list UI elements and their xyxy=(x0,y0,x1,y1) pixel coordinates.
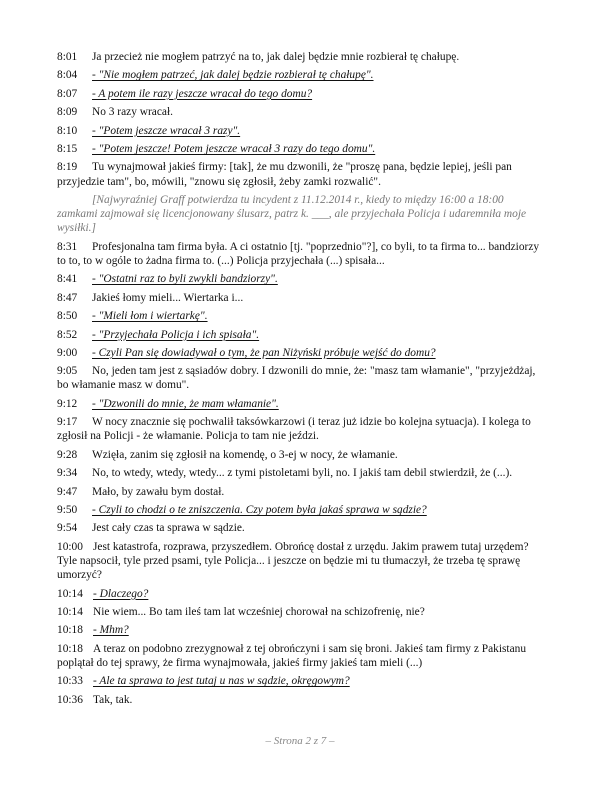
timestamp: 10:33 xyxy=(57,675,83,688)
transcript-entry xyxy=(57,674,543,688)
timestamp: 9:05 xyxy=(57,365,78,378)
transcript-entry xyxy=(57,693,543,707)
timestamp: 8:15 xyxy=(57,142,78,155)
timestamp: 8:19 xyxy=(57,161,78,174)
speaker-line: Jest cały czas ta sprawa w sądzie. xyxy=(92,522,245,535)
transcript-entry xyxy=(57,160,543,188)
interviewer-line: - "Nie mogłem patrzeć, jak dalej będzie rozbierał tę chałupę". xyxy=(92,69,374,82)
speaker-line: W nocy znacznie się pochwalił taksówkarzowi (i teraz już idzie bo kolejna sytuacja). I kolega to zgłosił na Policji - że włamanie. Policja to tam nie jeździ. xyxy=(57,416,531,443)
speaker-line: Profesjonalna tam firma była. A ci ostatnio [tj. "poprzednio"?], co byli, to ta firma to... bandziorzy to to, to w ogóle to żadna firma to. (...) Policja przyjechała (...) spisała... xyxy=(57,240,540,267)
interviewer-line: - Czyli Pan się dowiadywał o tym, że pan Niżyński próbuje wejść do domu? xyxy=(92,346,436,359)
interviewer-line: - "Przyjechała Policja i ich spisała". xyxy=(92,328,260,341)
transcript-entry xyxy=(57,346,543,360)
speaker-line: Nie wiem... Bo tam ileś tam lat wcześniej chorował na schizofrenię, nie? xyxy=(93,606,425,618)
timestamp: 10:18 xyxy=(57,624,83,637)
timestamp: 8:09 xyxy=(57,106,78,119)
interviewer-line: - "Potem jeszcze wracał 3 razy". xyxy=(92,124,241,137)
timestamp: 9:28 xyxy=(57,448,78,461)
timestamp: 8:52 xyxy=(57,328,78,341)
speaker-line: Tu wynajmował jakieś firmy: [tak], że mu dzwonili, że "proszę pana, będzie lepiej, jeśli pan przyjedzie tam", bo, mówili, "znowu się zgłosił, żeby zamki rozwalić". xyxy=(57,161,512,188)
transcript-entry xyxy=(57,50,543,64)
speaker-line: No 3 razy wracał. xyxy=(92,106,173,119)
transcript-entry xyxy=(57,124,543,138)
speaker-line: Jakieś łomy mieli... Wiertarka i... xyxy=(92,291,244,304)
transcript-entry xyxy=(57,521,543,535)
interviewer-line: - Ale ta sprawa to jest tutaj u nas w sądzie, okręgowym? xyxy=(93,675,350,688)
timestamp: 10:00 xyxy=(57,540,83,553)
timestamp: 10:14 xyxy=(57,606,83,618)
transcript-entry xyxy=(57,605,543,619)
transcript-entry xyxy=(57,309,543,323)
timestamp: 9:00 xyxy=(57,346,78,359)
timestamp: 10:36 xyxy=(57,693,83,706)
transcript-entry xyxy=(57,448,543,462)
speaker-line: No, jeden tam jest z sąsiadów dobry. I dzwonili do mnie, że: "masz tam włamanie", "przyjeżdżaj, bo włamanie masz w domu". xyxy=(57,365,536,392)
timestamp: 9:12 xyxy=(57,397,78,410)
transcript-entry xyxy=(57,415,543,443)
timestamp: 9:54 xyxy=(57,522,78,535)
speaker-line: Mało, by zawału bym dostał. xyxy=(92,485,225,498)
interviewer-line: - "Dzwonili do mnie, że mam włamanie". xyxy=(92,397,279,410)
interviewer-line: - Czyli to chodzi o te zniszczenia. Czy potem była jakaś sprawa w sądzie? xyxy=(92,504,427,517)
timestamp: 8:41 xyxy=(57,273,78,286)
speaker-line: No, to wtedy, wtedy, wtedy... z tymi pistoletami byli, no. I jakiś tam debil stwierdził, że (...). xyxy=(92,467,513,480)
interviewer-line: - "Ostatni raz to byli zwykli bandziorzy". xyxy=(92,273,278,286)
transcript-entry xyxy=(57,642,543,670)
timestamp: 8:50 xyxy=(57,310,78,323)
timestamp: 10:14 xyxy=(57,587,83,600)
transcript-entry xyxy=(57,68,543,82)
transcript-entry xyxy=(57,291,543,305)
timestamp: 8:10 xyxy=(57,124,78,137)
interviewer-line: - "Mieli łom i wiertarkę". xyxy=(92,310,208,323)
transcript-entry xyxy=(57,87,543,101)
transcript-entry xyxy=(57,142,543,156)
editorial-note: [Najwyraźniej Graff potwierdza tu incydent z 11.12.2014 r., kiedy to między 16:00 a 18:00 zamkami zajmował się licencjonowany ślusarz, patrz k. ___, ale przyjechała Policja i udaremniła moje wysiłki.] xyxy=(57,193,527,235)
speaker-line: A teraz on podobno zrezygnował z tej obrończyni i sam się broni. Jakieś tam firmy z Pakistanu poplątał do tej sprawy, że firma wynajmowała, jakieś firmy jakieś tam mieli (...) xyxy=(57,642,527,669)
timestamp: 8:04 xyxy=(57,69,78,82)
transcript-entry xyxy=(57,485,543,499)
transcript-entry xyxy=(57,364,543,392)
transcript-entry xyxy=(57,328,543,342)
transcript-body xyxy=(57,50,543,711)
transcript-entry xyxy=(57,466,543,480)
speaker-line: Tak, tak. xyxy=(93,693,133,706)
transcript-entry xyxy=(57,503,543,517)
timestamp: 9:47 xyxy=(57,485,78,498)
transcript-entry xyxy=(57,587,543,601)
transcript-entry xyxy=(57,623,543,637)
transcript-entry xyxy=(57,540,543,583)
speaker-line: Wzięła, zanim się zgłosił na komendę, o 3-ej w nocy, że włamanie. xyxy=(92,448,398,461)
timestamp: 8:47 xyxy=(57,291,78,304)
interviewer-line: - Dlaczego? xyxy=(93,587,149,600)
transcript-entry xyxy=(57,240,543,268)
transcript-entry xyxy=(57,397,543,411)
transcript-entry xyxy=(57,272,543,286)
timestamp: 9:34 xyxy=(57,467,78,480)
timestamp: 10:18 xyxy=(57,642,83,655)
interviewer-line: - A potem ile razy jeszcze wracał do tego domu? xyxy=(92,87,313,100)
interviewer-line: - Mhm? xyxy=(93,624,129,637)
timestamp: 9:50 xyxy=(57,504,78,517)
page-footer: – Strona 2 z 7 – xyxy=(265,735,335,747)
timestamp: 9:17 xyxy=(57,416,78,429)
timestamp: 8:31 xyxy=(57,240,78,253)
timestamp: 8:07 xyxy=(57,87,78,100)
timestamp: 8:01 xyxy=(57,51,78,63)
speaker-line: Ja przecież nie mogłem patrzyć na to, jak dalej będzie mnie rozbierał tę chałupę. xyxy=(92,51,460,63)
transcript-entry xyxy=(57,105,543,119)
speaker-line: Jest katastrofa, rozprawa, przyszedłem. Obrońcę dostał z urzędu. Jakim prawem tutaj urzędem? Tyle napsocił, tyle przed psami, tyle Policja... i jeszcze on będzie mi tu tłumaczył, że trzeba tę sprawę umorzyć? xyxy=(57,540,529,582)
interviewer-line: - "Potem jeszcze! Potem jeszcze wracał 3 razy do tego domu". xyxy=(92,142,376,155)
